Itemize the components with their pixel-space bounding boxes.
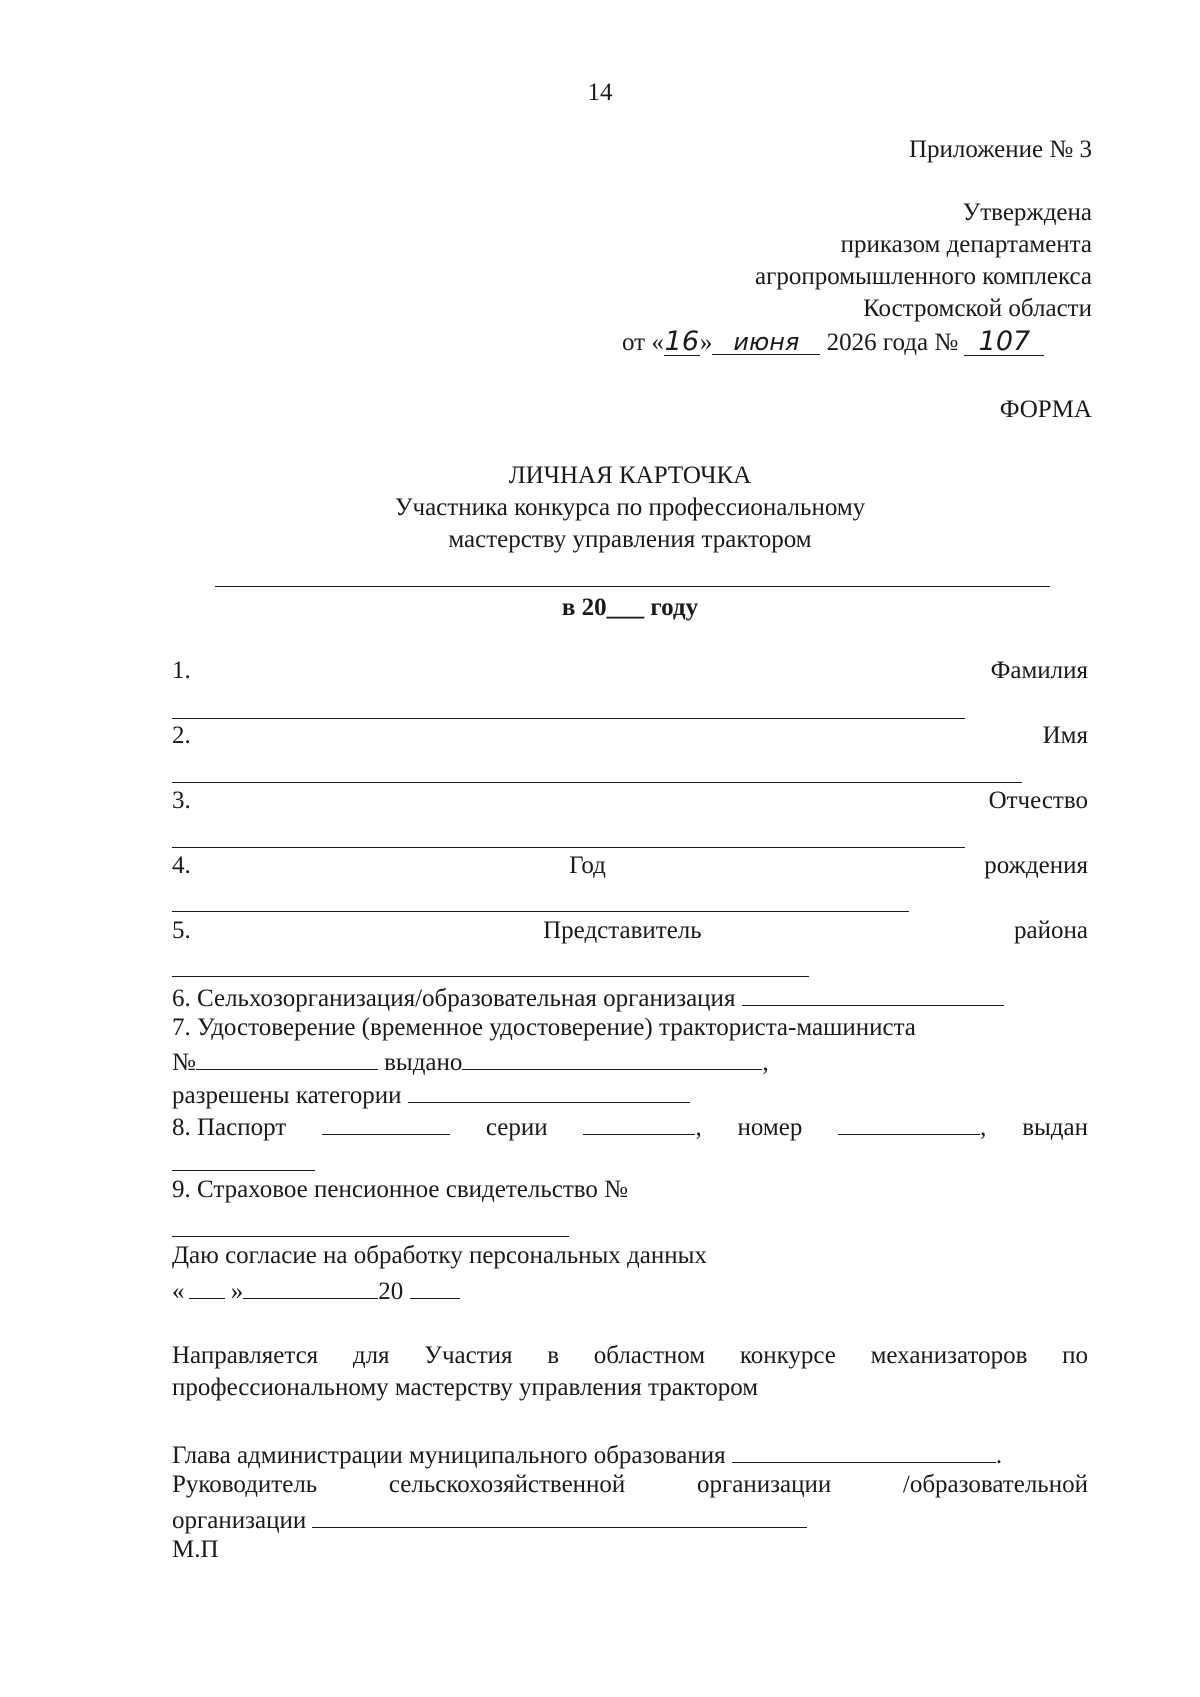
field-4-label: рождения: [984, 852, 1088, 879]
item-8-passport-fill[interactable]: [322, 1112, 450, 1135]
purpose-word: по: [1062, 1342, 1088, 1369]
item-6-label: 6. Сельхозорганизация/образовательная организация: [172, 985, 736, 1012]
approved-line-4: Костромской области: [863, 295, 1092, 322]
consent-month-fill[interactable]: [243, 1276, 378, 1299]
field-1-label: Фамилия: [990, 657, 1088, 684]
item-7-line-2: [172, 1047, 769, 1075]
consent-text: Даю согласие на обработку персональных данных: [172, 1242, 707, 1269]
field-5-middle: Представитель: [543, 917, 702, 944]
consent-date-close: »: [230, 1278, 244, 1305]
director-word: сельскохозяйственной: [388, 1471, 626, 1498]
order-line: [622, 328, 1044, 356]
order-number-handwritten: 107: [964, 328, 1044, 356]
order-year: 2026 года №: [826, 329, 959, 356]
field-5-number: 5.: [172, 917, 191, 944]
appendix-label: Приложение № 3: [908, 136, 1092, 163]
field-row-4: [172, 853, 1088, 878]
item-9-fill-line[interactable]: [172, 1236, 569, 1237]
item-8-number: номер: [737, 1114, 803, 1141]
item-7-number-fill[interactable]: [196, 1047, 378, 1070]
title-underline: [215, 586, 1050, 587]
field-3-fill-line[interactable]: [172, 847, 965, 848]
field-1-number: 1.: [172, 657, 191, 684]
item-7-line-1: 7. Удостоверение (временное удостоверение) тракториста-машиниста: [172, 1014, 916, 1041]
item-6: [172, 983, 1004, 1011]
purpose-line-2: профессиональному мастерству управления трактором: [172, 1374, 759, 1401]
item-8-series-fill[interactable]: [583, 1112, 695, 1135]
director-word: /образовательной: [902, 1471, 1088, 1498]
field-3-number: 3.: [172, 787, 191, 814]
stamp-label: М.П: [172, 1536, 219, 1563]
head-signature-fill[interactable]: [732, 1440, 996, 1463]
field-4-middle: Год: [569, 852, 606, 879]
field-row-3: [172, 788, 1088, 813]
consent-date: [172, 1276, 460, 1304]
year-line: в 20___ году: [561, 594, 699, 621]
item-7-num-sign: №: [172, 1049, 196, 1076]
field-4-number: 4.: [172, 852, 191, 879]
item-8-comma-2: ,: [980, 1114, 987, 1141]
purpose-word: областном: [593, 1342, 706, 1369]
card-subtitle-2: мастерству управления трактором: [448, 526, 812, 553]
field-row-2: [172, 723, 1088, 748]
purpose-word: конкурсе: [739, 1342, 836, 1369]
page-number: 14: [587, 79, 613, 106]
purpose-word: для: [352, 1342, 390, 1369]
order-month-handwritten: июня: [712, 330, 820, 355]
head-signature-line: Глава администрации муниципального образования .: [172, 1442, 1003, 1469]
order-mid: »: [699, 329, 713, 356]
approved-line-1: Утверждена: [962, 199, 1092, 226]
approved-line-3: агропромышленного комплекса: [754, 263, 1092, 290]
director-word: Руководитель: [172, 1471, 318, 1498]
purpose-line-1: [172, 1343, 1088, 1368]
item-8-row: [172, 1112, 1088, 1140]
field-row-5: [172, 918, 1088, 943]
purpose-word: механизаторов: [870, 1342, 1028, 1369]
head-label: Глава администрации муниципального образования: [172, 1442, 726, 1469]
org-label: организации: [172, 1507, 307, 1534]
item-7-issued: выдано: [384, 1049, 463, 1076]
order-day-handwritten: 16: [664, 326, 700, 357]
consent-date-open: «: [172, 1278, 185, 1305]
item-7-categories: разрешены категории: [172, 1082, 402, 1109]
field-5-fill-line[interactable]: [172, 976, 809, 977]
field-1-fill-line[interactable]: [172, 718, 965, 719]
consent-day-fill[interactable]: [189, 1276, 225, 1299]
consent-year-fill[interactable]: [410, 1276, 460, 1299]
item-8-comma-1: ,: [695, 1114, 702, 1141]
item-9-label: 9. Страховое пенсионное свидетельство №: [172, 1176, 628, 1203]
purpose-word: Направляется: [172, 1342, 319, 1369]
field-2-label: Имя: [1042, 722, 1088, 749]
consent-year: 20: [378, 1278, 404, 1305]
director-line: [172, 1472, 1088, 1497]
field-4-fill-line[interactable]: [172, 911, 909, 912]
field-3-label: Отчество: [988, 787, 1088, 814]
form-label: ФОРМА: [999, 396, 1092, 423]
director-word: организации: [697, 1471, 832, 1498]
org-signature-line: [172, 1505, 807, 1533]
item-8-number-fill[interactable]: [838, 1112, 980, 1135]
field-2-number: 2.: [172, 722, 191, 749]
item-7-line-3: [172, 1080, 690, 1108]
org-signature-fill[interactable]: [312, 1505, 807, 1528]
order-prefix: от «: [622, 329, 664, 356]
card-subtitle-1: Участника конкурса по профессиональному: [394, 494, 866, 521]
field-2-fill-line[interactable]: [172, 782, 1022, 783]
item-7-issued-fill[interactable]: [462, 1047, 762, 1070]
item-6-fill-line[interactable]: [742, 983, 1004, 1006]
item-8-issued: выдан: [1022, 1114, 1088, 1141]
item-8-issued-fill-line[interactable]: [172, 1170, 315, 1171]
purpose-word: в: [547, 1342, 560, 1369]
item-8-series: серии: [485, 1114, 548, 1141]
approved-line-2: приказом департамента: [840, 231, 1092, 258]
purpose-word: Участия: [424, 1342, 513, 1369]
card-title: ЛИЧНАЯ КАРТОЧКА: [508, 462, 752, 489]
item-7-comma: ,: [762, 1049, 769, 1076]
field-row-1: [172, 658, 1088, 683]
item-8-label: 8. Паспорт: [172, 1114, 287, 1141]
field-5-label: района: [1014, 917, 1088, 944]
item-7-categories-fill[interactable]: [408, 1080, 690, 1103]
